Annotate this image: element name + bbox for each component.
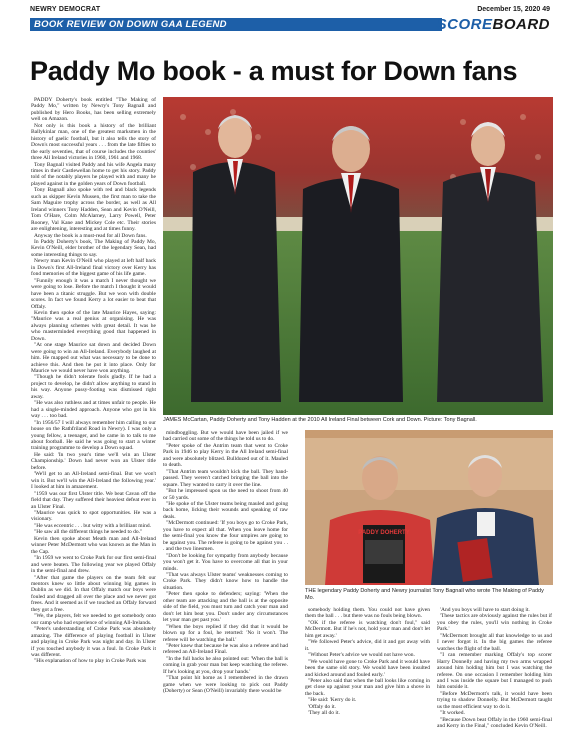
date-page: December 15, 2020 49 [477,6,550,13]
paragraph: mindboggling. But we would have been jailed if we had carried out some of the things he told us to do. [163,430,288,443]
paragraph: 'And you boys will have to start doing it. [440,607,530,613]
article-column-1 [31,97,156,729]
paragraph: "In the full backs he also pointed out: 'When the ball is coming in grab your man but keep watching the referee. If he's looking at you, drop your hands.' [163,655,288,675]
paper-name: NEWRY DEMOCRAT [30,6,101,13]
paragraph: "At one stage Maurice sat down and decided Down were going to win an All-Ireland. Everybody laughed at him. He mapped out what was necessary to be done to achieve this. And then he put it into place. Only for Maurice we would never have won anything. [31,342,156,375]
paragraph: "McDermott brought all that knowledge to us and I never forgot it. In the big games the referee watches the flight of the ball. [437,632,552,652]
paragraph: "Funnily enough it was a match I never thought we were going to lose. Before the match I thought it would have been a titanic struggle. But we won with double scores. In fact we found Kerry a lot easier to beat that Offaly. [31,277,156,310]
paragraph: "That point hit home as I remembered in the drawn game when we were looking to pick out Paddy (Doherty) or Sean (O'Neill) invariably there would be [163,675,288,695]
paragraph: "Peter's understanding of Croke Park was absolutely amazing. The difference of playing football in Ulster and playing in Croke Park was night and day. In Ulster if you touched anybody it was a foul. In Croke Park it was different. [31,626,156,658]
paragraph: "His explanation of how to play in Croke Park was [34,658,147,665]
paragraph: "Before McDermott's talk, it would have been trying to shadow Donnelly. But McDermott taught us the most efficient way to do it. [437,690,552,710]
headline: Paddy Mo book - a must for Down fans [30,56,518,86]
paragraph: "That was always Ulster teams' weaknesses coming to Croke Park. They didn't know how to handle the situation. [163,571,288,591]
paragraph: Kevin then spoke about Meath man and All-Ireland winner Peter McDermott who was known as the Man in the Cap. [31,535,156,555]
paragraph: "He said: 'Kerry do it. [308,697,357,704]
article-column-3 [305,607,430,732]
paragraph: Newry man Kevin O'Neill who played at left half back in Down's first All-Ireland final victory over Kerry has fond memories of the biggest game of his life game. [31,258,156,278]
paragraph: 'These tactics are obviously against the rules but if you obey the rules, you'll win nothing in Croke Park.' [437,613,552,633]
paragraph: "Without Peter's advice we would not have won. [308,652,415,659]
paragraph: "Peter knew that because he was also a referee and had refereed an All-Ireland Final. [163,642,288,656]
photo-caption-2: THE legendary Paddy Doherty and Newry journalist Tony Bagnall who wrote The Making of Paddy Mo. [305,588,544,601]
section-bar [30,18,442,31]
paragraph: "But he impressed upon us the need to shoot from 40 or 50 yards. [163,488,288,501]
paragraph: "Peter also said that when the ball looks like coming in get close up against your man and give him a shove in the back. [305,677,430,697]
photo-caption-1: JAMES McCartan, Paddy Doherty and Tony Hadden at the 2010 All Ireland Final between Cork and Down. Picture: Tony Bagnall. [163,417,477,423]
section-title: BOOK REVIEW ON DOWN GAA LEGEND [34,19,227,30]
paragraph: "McDermott continued: 'If you boys go to Croke Park, you have to expect all that. When you leave home for the semi-final you know the four umpires are going to be against you. The referee is going to be against you . . . and the two linesmen. [163,520,288,553]
indoor-photo [305,430,553,585]
paragraph: "1959 was our first Ulster title. We beat Cavan off the field that day. They suffered their heaviest defeat ever in an Ulster Final. [31,490,156,510]
paragraph: "After that game the players on the team felt our mentors knew so little about winning big games in Dublin as we did. In that Offaly match our boys were fouled and dragged all over the place and we never got frees. And it seemed as if we touched an Offaly forward they got a free. [31,574,156,613]
paragraph: "I can remember marking Offaly's top scorer Harry Donnelly and having my two arms wrapped around him holding him but I was watching the referee. On one occasion I remember holding him and I was inside the square but I managed to push him outside it. [437,652,552,691]
section-banner [30,16,550,36]
paragraph: "We, the players, felt we needed to get somebody onto our camp who had experience of winning All-Irelands. [31,613,156,626]
paragraph: "He was eccentric . . . but witty with a brilliant mind. [34,522,151,529]
paragraph: "He was also ruthless and at times unfair to people. He had a single-minded approach. Anyone who got in his way . . . too bad. [31,400,156,420]
paragraph: 'They all do it. [308,710,340,717]
paragraph: "Peter spoke of the Antrim team that went to Croke Park in 1946 to play Kerry in the All Ireland semi-final and were absolutely blitzed. Bulldozed out of it. Mauled to death. [163,442,288,469]
paragraph: "He saw all the different things he needed to do." [34,529,143,536]
paragraph: In Paddy Doherty's book, The Making of Paddy Mo, Kevin O'Neill, elder brother of the legendary Sean, had some interesting things to say. [31,238,156,258]
paragraph: "Because Down beat Offaly in the 1960 semi-final and Kerry in the Final," concluded Kevin O'Neill. [437,716,552,730]
paragraph: "OK if the referee is watching don't foul," said McDermott. But if he's not, hold your man and don't let him get away.' [305,619,430,639]
scoreboard-logo [437,16,550,33]
photo-three-men [163,97,553,415]
masthead [30,4,550,16]
paragraph: Not only is this book a history of the brilliant Ballykinlar man, one of the greatest marksmen in the history of gaelic football, but it also tells the story of Down's most successful years . . . from the late fifties to the early seventies, that of course includes the counties' three All Ireland victories in 1960, 1961 and 1968. [31,122,156,162]
paragraph: "That Antrim team wouldn't kick the ball. They hand-passed. They weren't catched bringing the ball into the square. They wanted to carry it over the line. [163,468,288,488]
paragraph: PADDY Doherty's book entitled "The Making of Paddy Mo," written by Newry's Tony Bagnall and published by Hero Books, has been selling extremely well on Amazon. [31,97,156,123]
paragraph: "In 1959 we went to Croke Park for our first semi-final and were beaten. The following year we played Offaly in the semi-final and drew. [31,555,156,575]
paragraph: somebody holding them. You could not have given them the ball . . . but there was no fouls being blown. [305,607,430,620]
article-column-2 [163,430,288,730]
paragraph: "It worked. [440,710,465,717]
paragraph: "We followed Peter's advice, did it and got away with it. [305,639,430,652]
paragraph: "We would have gone to Croke Park and it would have been the same old story. We would have been insulted and kicked around and fouled early.' [305,658,430,678]
logo-score: SCORE [436,16,493,33]
paragraph: Tony Bagnall visited Paddy and his wife Angela many times in their Castlewellan home to get his story. Paddy told of the notably players he played with and many he played against in the golden years of Down football. [31,161,156,187]
paragraph: He said: 'In two year's time we'll win an Ulster Championship.' Down had never won an Ulster title before. [31,451,156,471]
paragraph: Anyway the book is a must-read for all Down fans. [34,232,147,239]
paragraph: "Though he didn't tolerate fools gladly. If he had a project to develop, he didn't allow anything to stand in his way. Anyone pussy-footing was dismissed right away. [31,374,156,400]
paragraph: "Don't be looking for sympathy from anybody because you won't get it. You have to overcome all that in your minds. [163,552,288,572]
paragraph: "In 1956/57 I will always remember him calling to our house on the Rathfriland Road in Newry). I was only a young fellow, a teenager, and he came in to talk to me about football. He said he was going to start a winter training programme to develop a Down squad. [31,419,156,452]
book-title: PADDY DOHERTY [358,530,410,536]
paragraph: "Maurice was quick to spot opportunities. He was a visionary. [31,510,156,523]
paragraph: "He spoke of the Ulster teams being mauled and going back home, licking their wounds and speaking of raw deals. [163,500,288,520]
stadium-photo [163,97,553,415]
article-column-4 [437,607,552,732]
photo-book-holders [305,430,553,585]
logo-board: BOARD [492,16,550,33]
paragraph: 'We'll get to an All-Ireland semi-final. But we won't win it. But we'll win the All-Ireland the following year.' I looked at him in amazement. [31,471,156,491]
paragraph: Kevin then spoke of the late Maurice Hayes, saying: "Maurice was a real genius at organising. He was always planning schemes with great detail. It was he who masterminded everything good that happened in Down. [31,309,156,342]
paragraph: 'Offaly do it. [308,703,336,710]
paragraph: "When the boys replied if they did that it would be blown up for a foul, he retorted: 'No it won't. The referee will be watching the ball.' [163,623,288,643]
paragraph: Tony Bagnall also spoke with red and black legends such as skipper Kevin Mussen, the first man to take the Sam Maguire trophy across the border, as well as All Ireland winners Tony Hadden, Sean and Kevin O'Neill, Tom O'Hare, Colm McAlarney, Larry Powell, Peter Rooney, Val Kane and Mickey Cole etc. Their stories are enlightening, interesting and at times funny. [31,187,156,233]
paragraph: "Peter then spoke to defenders; saying: 'When the other team are attacking and the ball is at the opposite side of the field, you must turn and catch your man and don't let him beat you. Don't under any circumstances let your man get past you.' [163,591,288,624]
